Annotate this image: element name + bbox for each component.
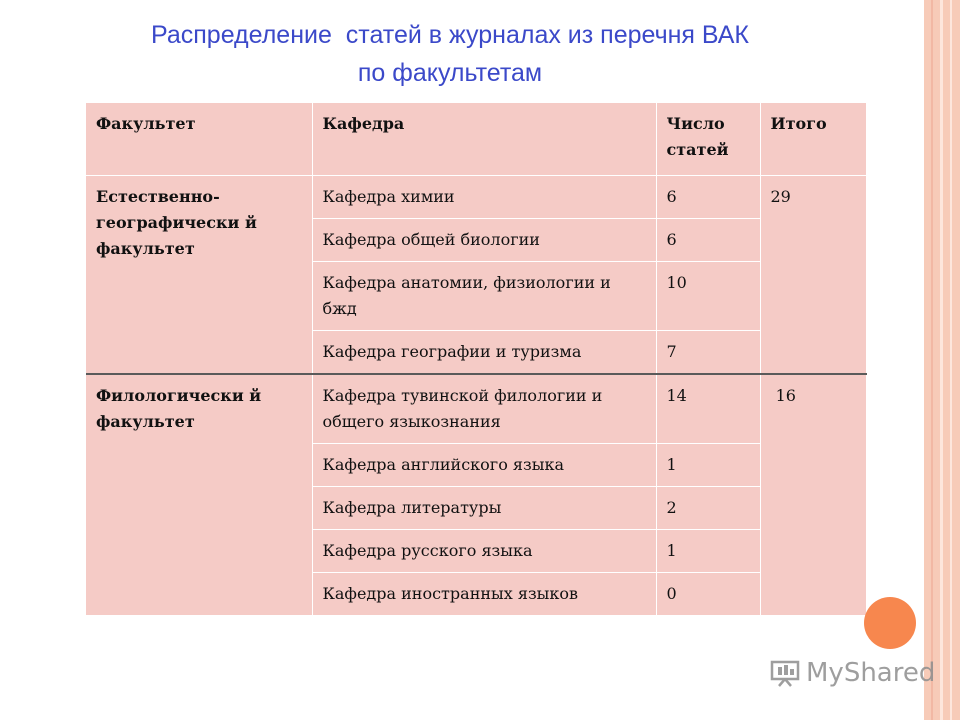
table-header-row (86, 103, 866, 176)
total-cell: 29 (760, 176, 866, 375)
department-cell: Кафедра иностранных языков (312, 573, 656, 616)
total-cell: 16 (760, 374, 866, 616)
decorative-circle (864, 597, 916, 649)
department-cell: Кафедра географии и туризма (312, 331, 656, 375)
count-cell: 10 (656, 262, 760, 331)
decorative-line (950, 0, 952, 720)
count-cell: 6 (656, 219, 760, 262)
header-total: Итого (760, 103, 866, 176)
slide-title-line-2: по факультетам (357, 59, 543, 87)
slide-title-line-1: Распределение статей в журналах из перечня ВАК (151, 21, 749, 49)
header-faculty: Факультет (86, 103, 312, 176)
department-cell: Кафедра русского языка (312, 530, 656, 573)
watermark-text: MyShared (806, 658, 936, 688)
department-cell: Кафедра химии (312, 176, 656, 219)
count-cell: 1 (656, 444, 760, 487)
count-cell: 6 (656, 176, 760, 219)
department-cell: Кафедра анатомии, физиологии и бжд (312, 262, 656, 331)
count-cell: 14 (656, 374, 760, 444)
count-cell: 1 (656, 530, 760, 573)
decorative-line (940, 0, 943, 720)
faculty-cell: Естественно-географически й факультет (86, 176, 312, 375)
slide-title (40, 16, 860, 92)
presentation-icon (770, 659, 800, 687)
header-department: Кафедра (312, 103, 656, 176)
table-row (86, 176, 866, 219)
department-cell: Кафедра тувинской филологии и общего языкознания (312, 374, 656, 444)
table-row (86, 374, 866, 444)
count-cell: 7 (656, 331, 760, 375)
department-cell: Кафедра литературы (312, 487, 656, 530)
decorative-line (931, 0, 933, 720)
count-cell: 0 (656, 573, 760, 616)
department-cell: Кафедра английского языка (312, 444, 656, 487)
department-cell: Кафедра общей биологии (312, 219, 656, 262)
faculty-cell: Филологически й факультет (86, 374, 312, 616)
count-cell: 2 (656, 487, 760, 530)
watermark (770, 658, 935, 688)
header-article-count: Число статей (656, 103, 760, 176)
articles-table (86, 103, 867, 616)
